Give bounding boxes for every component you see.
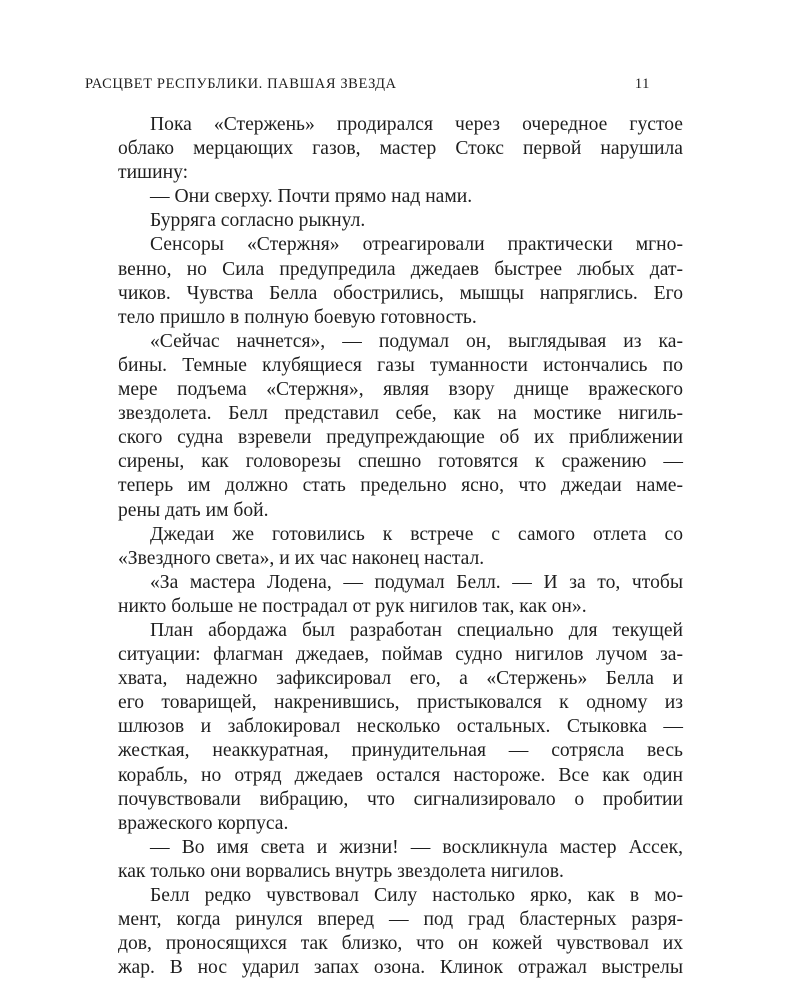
text-line: рены дать им бой.: [118, 499, 269, 521]
text-line: тишину:: [118, 162, 189, 184]
text-line: мент, когда ринулся вперед — под град бластерных разря-: [118, 909, 683, 931]
text-line: «За мастера Лодена, — подумал Белл. — И за то, чтобы: [150, 571, 683, 593]
text-line: теперь им должно стать предельно ясно, что джедаи наме-: [118, 475, 683, 497]
text-line: как только они ворвались внутрь звездолета нигилов.: [118, 860, 564, 882]
text-line: мере подъема «Стержня», являя взору днище вражеского: [118, 379, 683, 401]
text-line: — Во имя света и жизни! — воскликнула мастер Ассек,: [150, 836, 683, 858]
text-line: тело пришло в полную боевую готовность.: [118, 306, 477, 328]
text-line: хвата, надежно зафиксировал его, а «Стержень» Белла и: [118, 668, 683, 690]
paragraph: [118, 330, 683, 523]
text-line: венно, но Сила предупредила джедаев быстрее любых дат-: [118, 258, 683, 280]
text-line: План абордажа был разработан специально для текущей: [150, 619, 683, 641]
text-line: Пока «Стержень» продирался через очередное густое: [150, 114, 683, 135]
text-line: «Сейчас начнется», — подумал он, выглядывая из ка-: [150, 330, 683, 352]
running-header: [85, 76, 650, 98]
text-line: ского судна взревели предупреждающие об их приближении: [118, 427, 683, 449]
text-line: Джедаи же готовились к встрече с самого отлета со: [150, 523, 683, 545]
text-line: Белл редко чувствовал Силу настолько ярко, как в мо-: [150, 885, 683, 906]
text-line: дов, проносящихся так близко, что он кожей чувствовал их: [118, 933, 683, 955]
text-line: жесткая, неаккуратная, принудительная — сотрясла весь: [118, 740, 683, 762]
text-line: его товарищей, накренившись, пристыковался к одному из: [118, 692, 683, 714]
paragraph: [118, 571, 683, 619]
text-line: облако мерцающих газов, мастер Стокс первой нарушила: [118, 138, 683, 160]
paragraph: [118, 185, 683, 209]
paragraph: [118, 619, 683, 836]
text-body: [118, 113, 683, 980]
text-line: чиков. Чувства Белла обострились, мышцы напряглись. Его: [118, 282, 683, 304]
text-line: шлюзов и заблокировал несколько остальных. Стыковка —: [118, 716, 683, 738]
text-line: «Звездного света», и их час наконец настал.: [118, 547, 485, 569]
paragraph: [118, 836, 683, 884]
text-line: сирены, как головорезы спешно готовятся к сражению —: [118, 451, 683, 473]
text-line: жар. В нос ударил запах озона. Клинок отражал выстрелы: [118, 957, 683, 979]
text-line: ситуации: флагман джедаев, поймав судно нигилов лучом за-: [118, 644, 683, 666]
running-title: РАСЦВЕТ РЕСПУБЛИКИ. ПАВШАЯ ЗВЕЗДА: [85, 76, 397, 92]
paragraph: [118, 209, 683, 233]
paragraph: [118, 113, 683, 185]
page-number: 11: [634, 76, 650, 92]
text-line: звездолета. Белл представил себе, как на мостике нигиль-: [118, 403, 683, 425]
paragraph: [118, 884, 683, 980]
text-line: — Они сверху. Почти прямо над нами.: [150, 186, 473, 208]
text-line: Бурряга согласно рыкнул.: [150, 210, 366, 232]
text-line: вражеского корпуса.: [118, 812, 289, 834]
text-line: Сенсоры «Стержня» отреагировали практически мгно-: [150, 234, 683, 256]
paragraph: [118, 233, 683, 329]
text-line: корабль, но отряд джедаев остался настороже. Все как один: [118, 764, 683, 786]
text-line: никто больше не пострадал от рук нигилов так, как он».: [118, 595, 587, 617]
text-line: бины. Темные клубящиеся газы туманности истончались по: [118, 354, 683, 376]
text-line: почувствовали вибрацию, что сигнализировало о пробитии: [118, 788, 683, 810]
paragraph: [118, 523, 683, 571]
